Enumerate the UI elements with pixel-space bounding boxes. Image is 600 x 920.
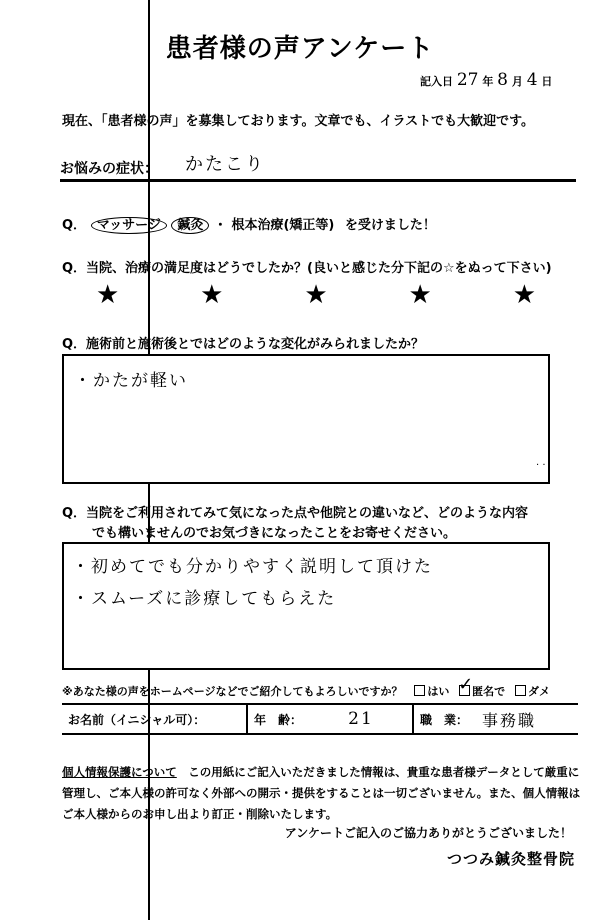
date-day: 4	[526, 70, 538, 90]
change-answer: ・かたが軽い	[74, 371, 188, 391]
consent-anonymous-label: 匿名で	[472, 685, 506, 698]
question-feedback-line1: Q．当院をご利用されてみて気になった点や他院との違いなど、どのような内容	[62, 506, 529, 521]
scan-specks: · ·	[536, 460, 546, 471]
feedback-answer-line2: ・スムーズに診療してもらえた	[72, 589, 337, 609]
question-change: Q．施術前と施術後とではどのような変化がみられましたか？	[62, 337, 425, 352]
privacy-notice	[62, 762, 582, 825]
checkbox-icon[interactable]	[515, 685, 526, 696]
treatment-massage: マッサージ	[91, 217, 167, 234]
question-treatment	[62, 214, 436, 233]
respondent-info-table	[62, 703, 578, 735]
clinic-name: つつみ鍼灸整骨院	[446, 850, 575, 868]
privacy-text1: この用紙にご記入いただきました情報は、貴重な患者様データとして厳重に	[176, 765, 580, 779]
intro-text: 現在、「患者様の声」を募集しております。文章でも、イラストでも大歓迎です。	[62, 114, 535, 129]
star-icon[interactable]: ★	[96, 280, 120, 310]
checkbox-icon[interactable]	[414, 685, 425, 696]
treatment-acupuncture: 鍼灸	[171, 217, 209, 234]
survey-title: 患者様の声アンケート	[165, 34, 435, 64]
consent-option-yes[interactable]	[414, 685, 449, 698]
star-icon[interactable]: ★	[200, 280, 224, 310]
privacy-line1	[62, 762, 582, 783]
date-day-unit: 日	[541, 75, 553, 88]
consent-option-anonymous[interactable]	[459, 685, 505, 698]
entry-date	[420, 70, 552, 90]
change-answer-box[interactable]	[62, 354, 550, 484]
date-label: 記入日	[420, 75, 453, 88]
consent-yes-label: はい	[427, 685, 450, 698]
consent-no-label: ダメ	[528, 685, 551, 698]
privacy-line3: ご本人様からのお申し出より訂正・削除いたします。	[62, 807, 338, 821]
treatment-root: 根本治療(矯正等)	[231, 218, 335, 233]
feedback-answer-box[interactable]	[62, 542, 550, 670]
consent-option-no[interactable]	[515, 685, 550, 698]
question-satisfaction: Q．当院、治療の満足度はどうでしたか？(良いと感じた分下記の☆をぬって下さい)	[62, 261, 552, 276]
consent-question	[62, 683, 550, 699]
age-label: 年 齢：	[247, 704, 310, 734]
symptoms-value: かたこり	[185, 154, 265, 175]
feedback-answer-line1: ・初めてでも分かりやすく説明して頂けた	[72, 557, 433, 577]
job-label: 職 業：	[413, 704, 476, 734]
question-feedback-line2: でも構いませんのでお気づきになったことをお寄せください。	[92, 526, 457, 541]
privacy-line2: 管理し、ご本人様の許可なく外部への開示・提供をすることは一切ございません。また、個人情報は	[62, 786, 581, 800]
q1-prefix: Q．	[62, 218, 87, 233]
privacy-heading: 個人情報保護について	[62, 765, 177, 779]
checked-checkbox-icon[interactable]	[459, 685, 470, 696]
satisfaction-stars	[96, 282, 536, 308]
symptoms-label: お悩みの症状：	[60, 161, 158, 177]
date-month: 8	[497, 70, 508, 90]
job-value[interactable]: 事務職	[476, 704, 578, 734]
age-value[interactable]: 21	[310, 704, 413, 734]
date-year-unit: 年	[482, 75, 494, 88]
date-year: 27	[456, 70, 479, 90]
name-label: お名前（イニシャル可）：	[62, 704, 224, 734]
star-icon[interactable]: ★	[512, 280, 536, 310]
star-icon[interactable]: ★	[304, 280, 328, 310]
q1-suffix: を受けました！	[344, 218, 436, 233]
name-value[interactable]	[224, 704, 247, 734]
consent-question-text: ※あなた様の声をホームページなどでご紹介してもよろしいですか？	[62, 685, 403, 698]
date-month-unit: 月	[511, 75, 523, 88]
treatment-separator: ・	[213, 218, 227, 233]
thanks-message: アンケートご記入のご協力ありがとうございました！	[284, 826, 572, 840]
symptoms-underline	[60, 179, 576, 182]
star-icon[interactable]: ★	[408, 280, 432, 310]
